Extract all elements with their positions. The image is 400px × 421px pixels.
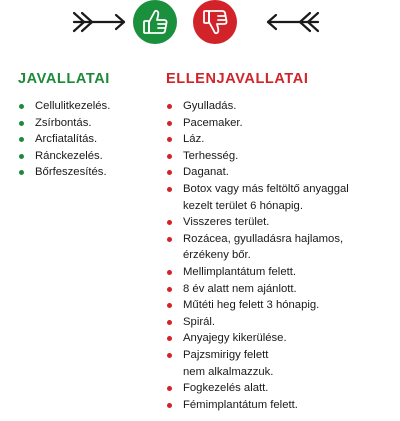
list-item: Gyulladás. [166, 98, 400, 115]
thumbs-up-icon [133, 0, 177, 44]
contraindications-column [166, 70, 400, 413]
list-item: Láz. [166, 131, 400, 148]
list-item: Rozácea, gyulladásra hajlamos, érzékeny bőr. [166, 231, 400, 264]
list-item: Műtéti heg felett 3 hónapig. [166, 297, 400, 314]
contraindications-list [166, 98, 400, 413]
list-item: Fogkezelés alatt. [166, 380, 400, 397]
icon-row [0, 0, 400, 44]
list-item: Bőrfeszesítés. [18, 164, 158, 181]
list-item: 8 év alatt nem ajánlott. [166, 281, 400, 298]
list-item: Pajzsmirigy felett nem alkalmazzuk. [166, 347, 400, 380]
list-item: Anyajegy kikerülése. [166, 330, 400, 347]
list-item: Botox vagy más feltöltő anyaggal kezelt terület 6 hónapig. [166, 181, 400, 214]
indications-column [18, 70, 158, 181]
list-item: Ránckezelés. [18, 148, 158, 165]
list-item: Cellulitkezelés. [18, 98, 158, 115]
list-item: Pacemaker. [166, 115, 400, 132]
indications-list [18, 98, 158, 181]
list-item: Mellimplantátum felett. [166, 264, 400, 281]
list-item: Arcfiatalítás. [18, 131, 158, 148]
list-item: Visszeres terület. [166, 214, 400, 231]
thumbs-down-icon [193, 0, 237, 44]
list-item: Spirál. [166, 314, 400, 331]
indications-heading: JAVALLATAI [18, 71, 110, 87]
list-item: Zsírbontás. [18, 115, 158, 132]
arrow-fletching-right-icon [262, 8, 322, 36]
contraindications-heading: ELLENJAVALLATAI [166, 71, 309, 87]
list-item: Daganat. [166, 164, 400, 181]
list-item: Terhesség. [166, 148, 400, 165]
arrow-fletching-left-icon [70, 8, 130, 36]
list-item: Fémimplantátum felett. [166, 397, 400, 414]
